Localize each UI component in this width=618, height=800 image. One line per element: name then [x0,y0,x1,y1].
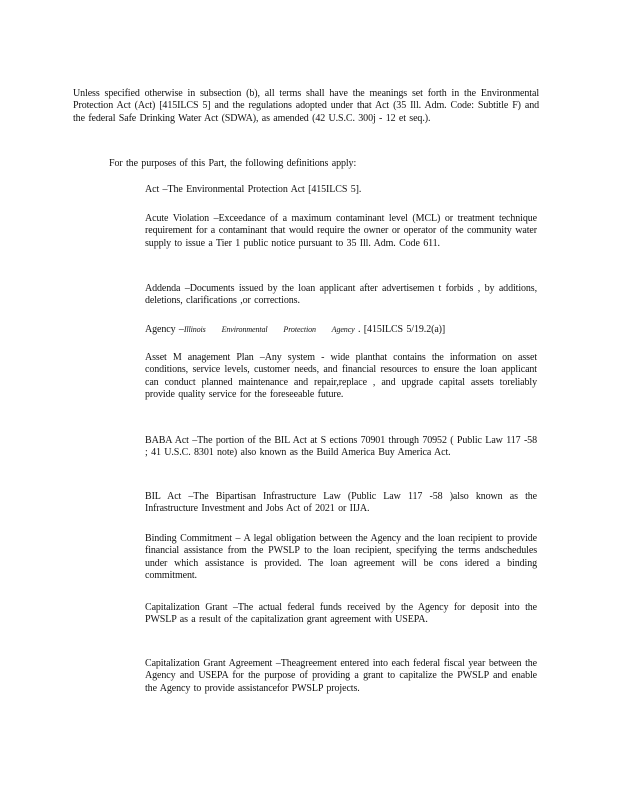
definition-asset-management-plan: Asset M anagement Plan –Any system - wide planthat contains the information on asset conditions, service levels, customer needs, and financial resources to ensure the loan applicant can conduct planned maintenance and repair,replace , and upgrade capital assets toreliably provide quality service for the foreseeable future. [145,352,537,400]
definition-acute-violation: Acute Violation –Exceedance of a maximum contaminant level (MCL) or treatment technique requirement for a contaminant that would require the owner or operator of the community water supply to issue a Tier 1 public notice pursuant to 35 Ill. Adm. Code 611. [145,213,537,249]
definition-addenda: Addenda –Documents issued by the loan applicant after advertisemen t forbids , by additions, deletions, clarifications ,or corrections. [145,283,537,307]
agency-citation: . [415ILCS 5/19.2(a)] [354,324,446,335]
definition-capitalization-grant-agreement: Capitalization Grant Agreement –Theagreement entered into each federal fiscal year between the Agency and USEPA for the purpose of providing a grant to capitalize the PWSLP and enable the Agency to provide assistancefor PWSLP projects. [145,658,537,694]
agency-term: Agency – [145,324,184,335]
definition-baba-act: BABA Act –The portion of the BIL Act at S ections 70901 through 70952 ( Public Law 117 -58 ; 41 U.S.C. 8301 note) also known as the Build America Buy America Act. [145,435,537,459]
purposes-statement: For the purposes of this Part, the following definitions apply: [109,158,357,169]
definition-agency [145,324,537,336]
definition-act: Act –The Environmental Protection Act [415ILCS 5]. [145,184,362,195]
agency-full-name: Illinois Environmental Protection Agency [183,325,355,334]
definition-bil-act: BIL Act –The Bipartisan Infrastructure Law (Public Law 117 -58 )also known as the Infrastructure Investment and Jobs Act of 2021 or IIJA. [145,491,537,515]
definition-binding-commitment: Binding Commitment – A legal obligation between the Agency and the loan recipient to provide financial assistance from the PWSLP to the loan recipient, specifying the terms andschedules under which assistance is provided. The loan agreement will be cons idered a binding commitment. [145,533,537,581]
definition-capitalization-grant: Capitalization Grant –The actual federal funds received by the Agency for deposit into the PWSLP as a result of the capitalization grant agreement with USEPA. [145,602,537,626]
intro-paragraph: Unless specified otherwise in subsection (b), all terms shall have the meanings set forth in the Environmental Protection Act (Act) [415ILCS 5] and the regulations adopted under that Act (35 Ill. Adm. Code: Subtitle F) and the federal Safe Drinking Water Act (SDWA), as amended (42 U.S.C. 300j - 12 et seq.). [73,88,539,124]
